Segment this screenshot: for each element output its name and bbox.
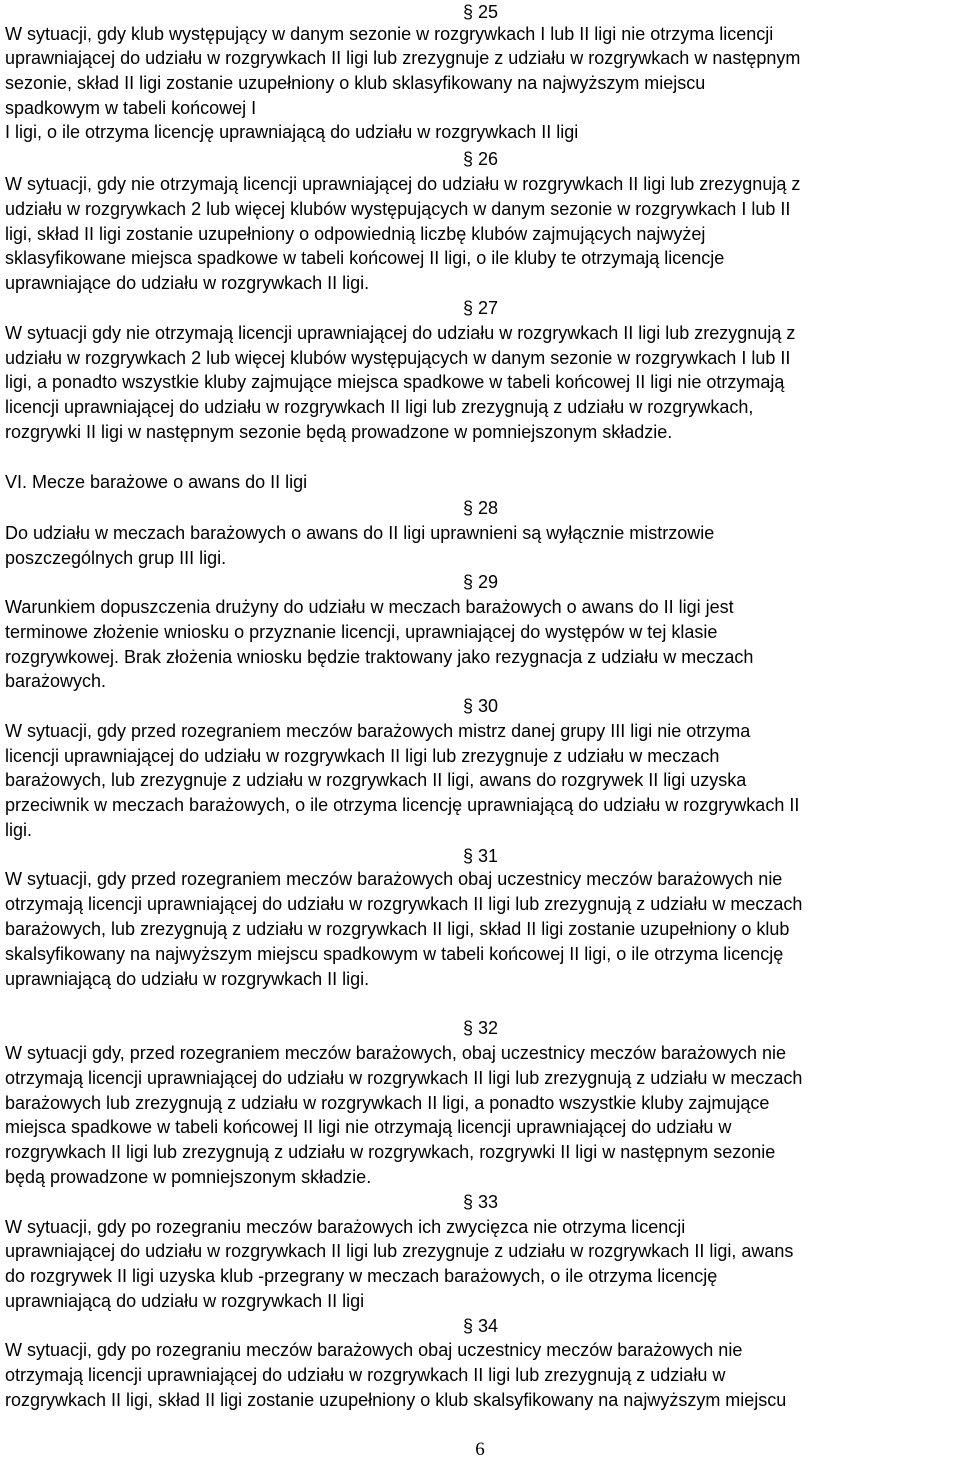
text-line: W sytuacji gdy nie otrzymają licencji uprawniającej do udziału w rozgrywkach II ligi lub zrezygnują z: [5, 323, 796, 343]
text-line: W sytuacji, gdy klub występujący w danym sezonie w rozgrywkach I lub II ligi nie otrzyma licencji: [5, 24, 774, 44]
section-heading: § 29: [463, 572, 499, 592]
text-line: sezonie, skład II ligi zostanie uzupełniony o klub sklasyfikowany na najwyższym miejscu: [5, 73, 706, 93]
page-number: 6: [475, 1439, 485, 1460]
text-line: barażowych lub zrezygnują z udziału w rozgrywkach II ligi, a ponadto wszystkie kluby zajmujące: [5, 1093, 770, 1113]
text-line: W sytuacji gdy, przed rozegraniem meczów barażowych, obaj uczestnicy meczów barażowych nie: [5, 1043, 786, 1063]
text-line: ligi, skład II ligi zostanie uzupełniony o odpowiednią liczbę klubów zajmujących najwyżej: [5, 224, 706, 244]
text-line: rozgrywkowej. Brak złożenia wniosku będzie traktowany jako rezygnacja z udziału w meczach: [5, 647, 754, 667]
text-line: miejsca spadkowe w tabeli końcowej II ligi nie otrzymają licencji uprawniającej do udziału w: [5, 1117, 732, 1137]
text-line: uprawniającej do udziału w rozgrywkach II ligi lub zrezygnuje z udziału w rozgrywkach II ligi, awans: [5, 1241, 794, 1261]
section-heading: § 25: [463, 2, 499, 22]
section-heading: § 28: [463, 498, 499, 518]
section-heading: § 33: [463, 1192, 499, 1212]
section-heading: § 34: [463, 1316, 499, 1336]
text-line: licencji uprawniającej do udziału w rozgrywkach II ligi lub zrezygnują z udziału w rozgrywkach,: [5, 397, 754, 417]
text-line: przeciwnik w meczach barażowych, o ile otrzyma licencję uprawniającą do udziału w rozgrywkach II: [5, 795, 800, 815]
section-heading: § 26: [463, 149, 499, 169]
text-line: licencji uprawniającej do udziału w rozgrywkach II ligi lub zrezygnuje z udziału w meczach: [5, 746, 720, 766]
text-line: uprawniającej do udziału w rozgrywkach II ligi lub zrezygnuje z udziału w rozgrywkach w następnym: [5, 48, 801, 68]
text-line: udziału w rozgrywkach 2 lub więcej klubów występujących w danym sezonie w rozgrywkach I lub II: [5, 348, 791, 368]
text-line: rozgrywkach II ligi, skład II ligi zostanie uzupełniony o klub skalsyfikowany na najwyższym miejscu: [5, 1390, 787, 1410]
text-line: rozgrywki II ligi w następnym sezonie będą prowadzone w pomniejszonym składzie.: [5, 422, 673, 442]
section-heading: § 31: [463, 846, 499, 866]
text-line: otrzymają licencji uprawniającej do udziału w rozgrywkach II ligi lub zrezygnują z udziału w meczach: [5, 894, 803, 914]
text-line: skalsyfikowany na najwyższym miejscu spadkowym w tabeli końcowej II ligi, o ile otrzyma licencję: [5, 944, 784, 964]
text-line: barażowych.: [5, 671, 107, 691]
text-line: uprawniającą do udziału w rozgrywkach II ligi.: [5, 969, 370, 989]
text-line: W sytuacji, gdy po rozegraniu meczów barażowych ich zwycięzca nie otrzyma licencji: [5, 1217, 686, 1237]
text-line: ligi.: [5, 820, 33, 840]
text-line: terminowe złożenie wniosku o przyznanie licencji, uprawniającej do występów w tej klasie: [5, 622, 718, 642]
text-line: barażowych, lub zrezygnują z udziału w rozgrywkach II ligi, skład II ligi zostanie uzupełniony o klub: [5, 919, 790, 939]
text-line: W sytuacji, gdy po rozegraniu meczów barażowych obaj uczestnicy meczów barażowych nie: [5, 1340, 743, 1360]
text-line: spadkowym w tabeli końcowej I: [5, 98, 257, 118]
text-line: ligi, a ponadto wszystkie kluby zajmujące miejsca spadkowe w tabeli końcowej II ligi nie otrzymają: [5, 372, 785, 392]
text-line: uprawniające do udziału w rozgrywkach II ligi.: [5, 273, 370, 293]
text-line: sklasyfikowane miejsca spadkowe w tabeli końcowej II ligi, o ile kluby te otrzymają licencje: [5, 248, 725, 268]
section-heading: § 30: [463, 696, 499, 716]
text-line: otrzymają licencji uprawniającej do udziału w rozgrywkach II ligi lub zrezygnują z udziału w meczach: [5, 1068, 803, 1088]
text-line: otrzymają licencji uprawniającej do udziału w rozgrywkach II ligi lub zrezygnują z udziału w: [5, 1365, 726, 1385]
text-line: będą prowadzone w pomniejszonym składzie.: [5, 1167, 372, 1187]
text-line: Warunkiem dopuszczenia drużyny do udziału w meczach barażowych o awans do II ligi jest: [5, 597, 734, 617]
text-line: I ligi, o ile otrzyma licencję uprawniającą do udziału w rozgrywkach II ligi: [5, 122, 579, 142]
text-line: VI. Mecze barażowe o awans do II ligi: [5, 472, 308, 492]
text-line: do rozgrywek II ligi uzyska klub -przegrany w meczach barażowych, o ile otrzyma licencję: [5, 1266, 718, 1286]
text-line: rozgrywkach II ligi lub zrezygnują z udziału w rozgrywkach, rozgrywki II ligi w następnym sezonie: [5, 1142, 776, 1162]
text-line: uprawniającą do udziału w rozgrywkach II ligi: [5, 1291, 365, 1311]
text-line: Do udziału w meczach barażowych o awans do II ligi uprawnieni są wyłącznie mistrzowie: [5, 523, 715, 543]
text-line: barażowych, lub zrezygnuje z udziału w rozgrywkach II ligi, awans do rozgrywek II ligi uzyska: [5, 770, 747, 790]
section-heading: § 27: [463, 298, 499, 318]
text-line: W sytuacji, gdy przed rozegraniem meczów barażowych mistrz danej grupy III ligi nie otrzyma: [5, 721, 751, 741]
text-line: W sytuacji, gdy nie otrzymają licencji uprawniającej do udziału w rozgrywkach II ligi lub zrezygnują z: [5, 174, 801, 194]
text-line: W sytuacji, gdy przed rozegraniem meczów barażowych obaj uczestnicy meczów barażowych nie: [5, 869, 783, 889]
section-heading: § 32: [463, 1018, 499, 1038]
text-line: udziału w rozgrywkach 2 lub więcej klubów występujących w danym sezonie w rozgrywkach I lub II: [5, 199, 791, 219]
text-line: poszczególnych grup III ligi.: [5, 548, 227, 568]
